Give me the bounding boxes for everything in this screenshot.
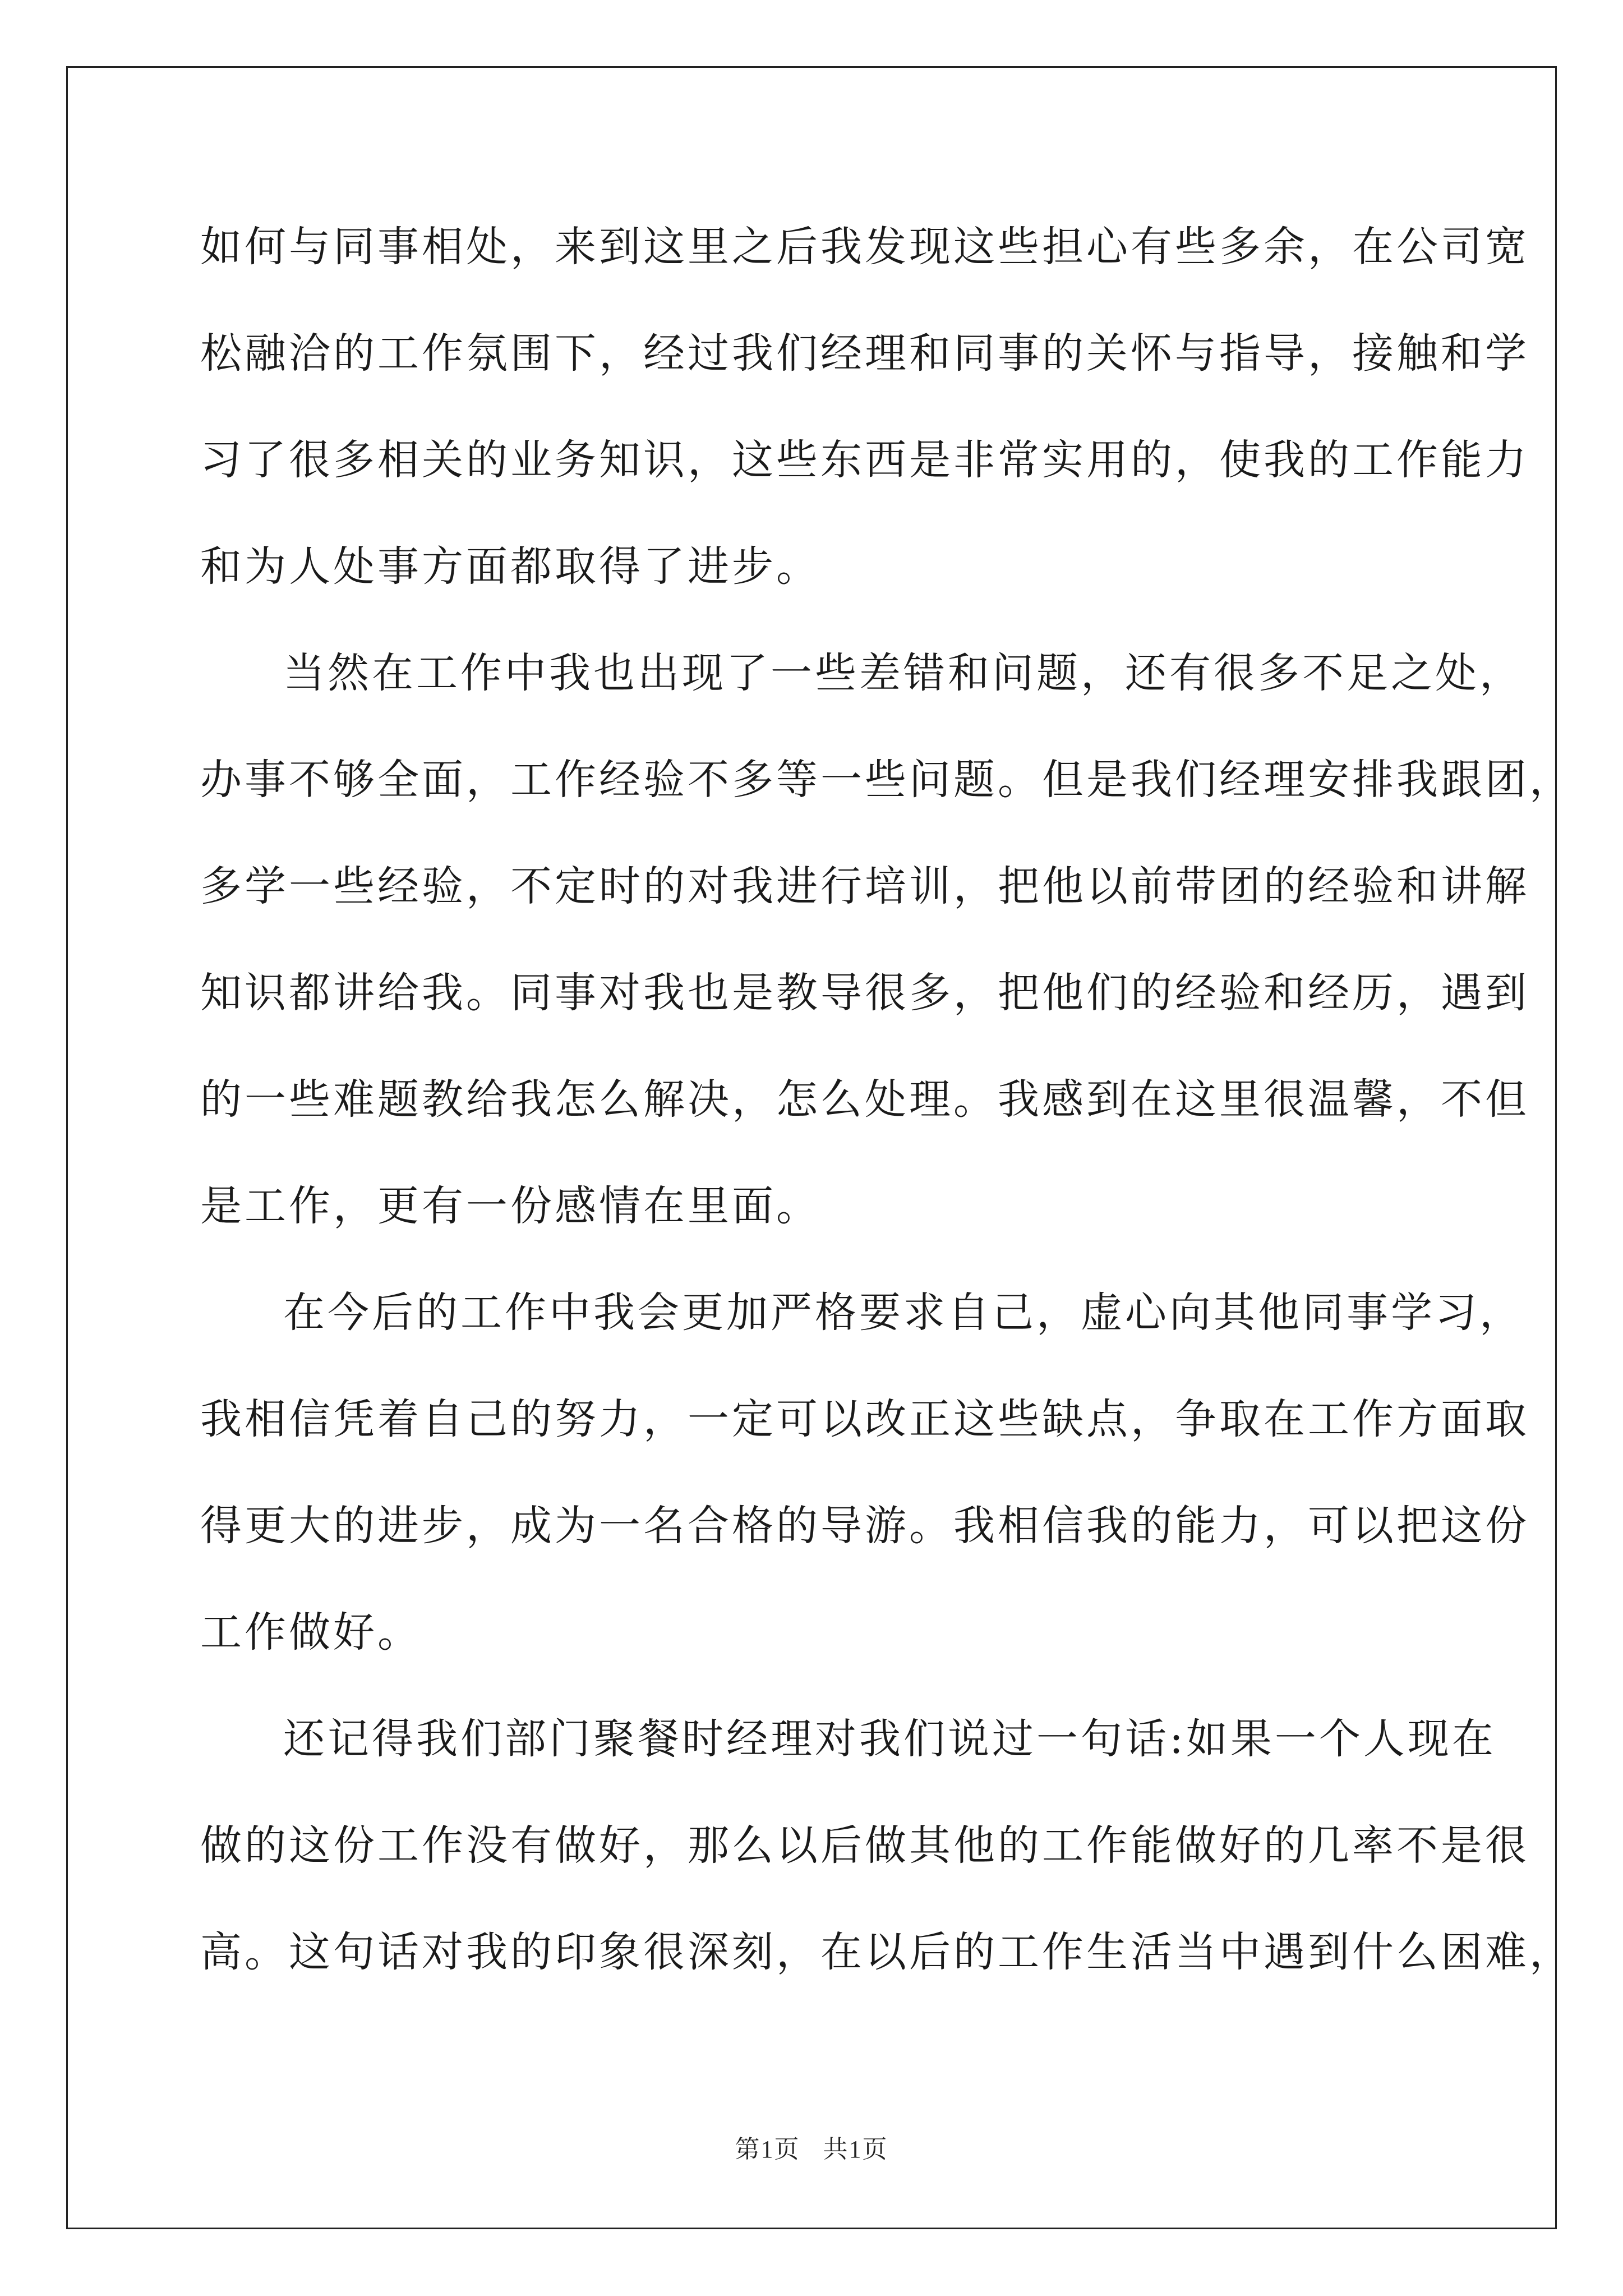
document-body [200,194,1574,2005]
text-line: 办事不够全面，工作经验不多等一些问题。但是我们经理安排我跟团， [200,756,1574,804]
text-line: 是工作，更有一份感情在里面。 [200,1182,820,1230]
page-footer [0,2129,1623,2165]
page-number-current: 第1页 [735,2136,800,2163]
text-line: 和为人处事方面都取得了进步。 [200,542,820,591]
text-line: 多学一些经验，不定时的对我进行培训，把他以前带团的经验和讲解 [200,862,1529,910]
text-line: 还记得我们部门聚餐时经理对我们说过一句话:如果一个人现在 [283,1715,1496,1763]
text-line: 知识都讲给我。同事对我也是教导很多，把他们的经验和经历，遇到 [200,969,1529,1017]
text-line: 高。这句话对我的印象很深刻，在以后的工作生活当中遇到什么困难， [200,1928,1574,1976]
text-line: 的一些难题教给我怎么解决，怎么处理。我感到在这里很温馨，不但 [200,1075,1529,1124]
text-line: 松融洽的工作氛围下，经过我们经理和同事的关怀与指导，接触和学 [200,329,1529,378]
text-line: 得更大的进步，成为一名合格的导游。我相信我的能力，可以把这份 [200,1502,1529,1550]
text-line: 如何与同事相处，来到这里之后我发现这些担心有些多余，在公司宽 [200,223,1529,271]
text-line: 当然在工作中我也出现了一些差错和问题，还有很多不足之处， [283,649,1524,697]
text-line: 我相信凭着自己的努力，一定可以改正这些缺点，争取在工作方面取 [200,1395,1529,1443]
page-number-total: 共1页 [823,2136,888,2163]
text-line: 在今后的工作中我会更加严格要求自己，虚心向其他同事学习， [283,1289,1524,1337]
text-line: 工作做好。 [200,1608,422,1657]
text-line: 做的这份工作没有做好，那么以后做其他的工作能做好的几率不是很 [200,1821,1529,1870]
text-line: 习了很多相关的业务知识，这些东西是非常实用的，使我的工作能力 [200,436,1529,484]
